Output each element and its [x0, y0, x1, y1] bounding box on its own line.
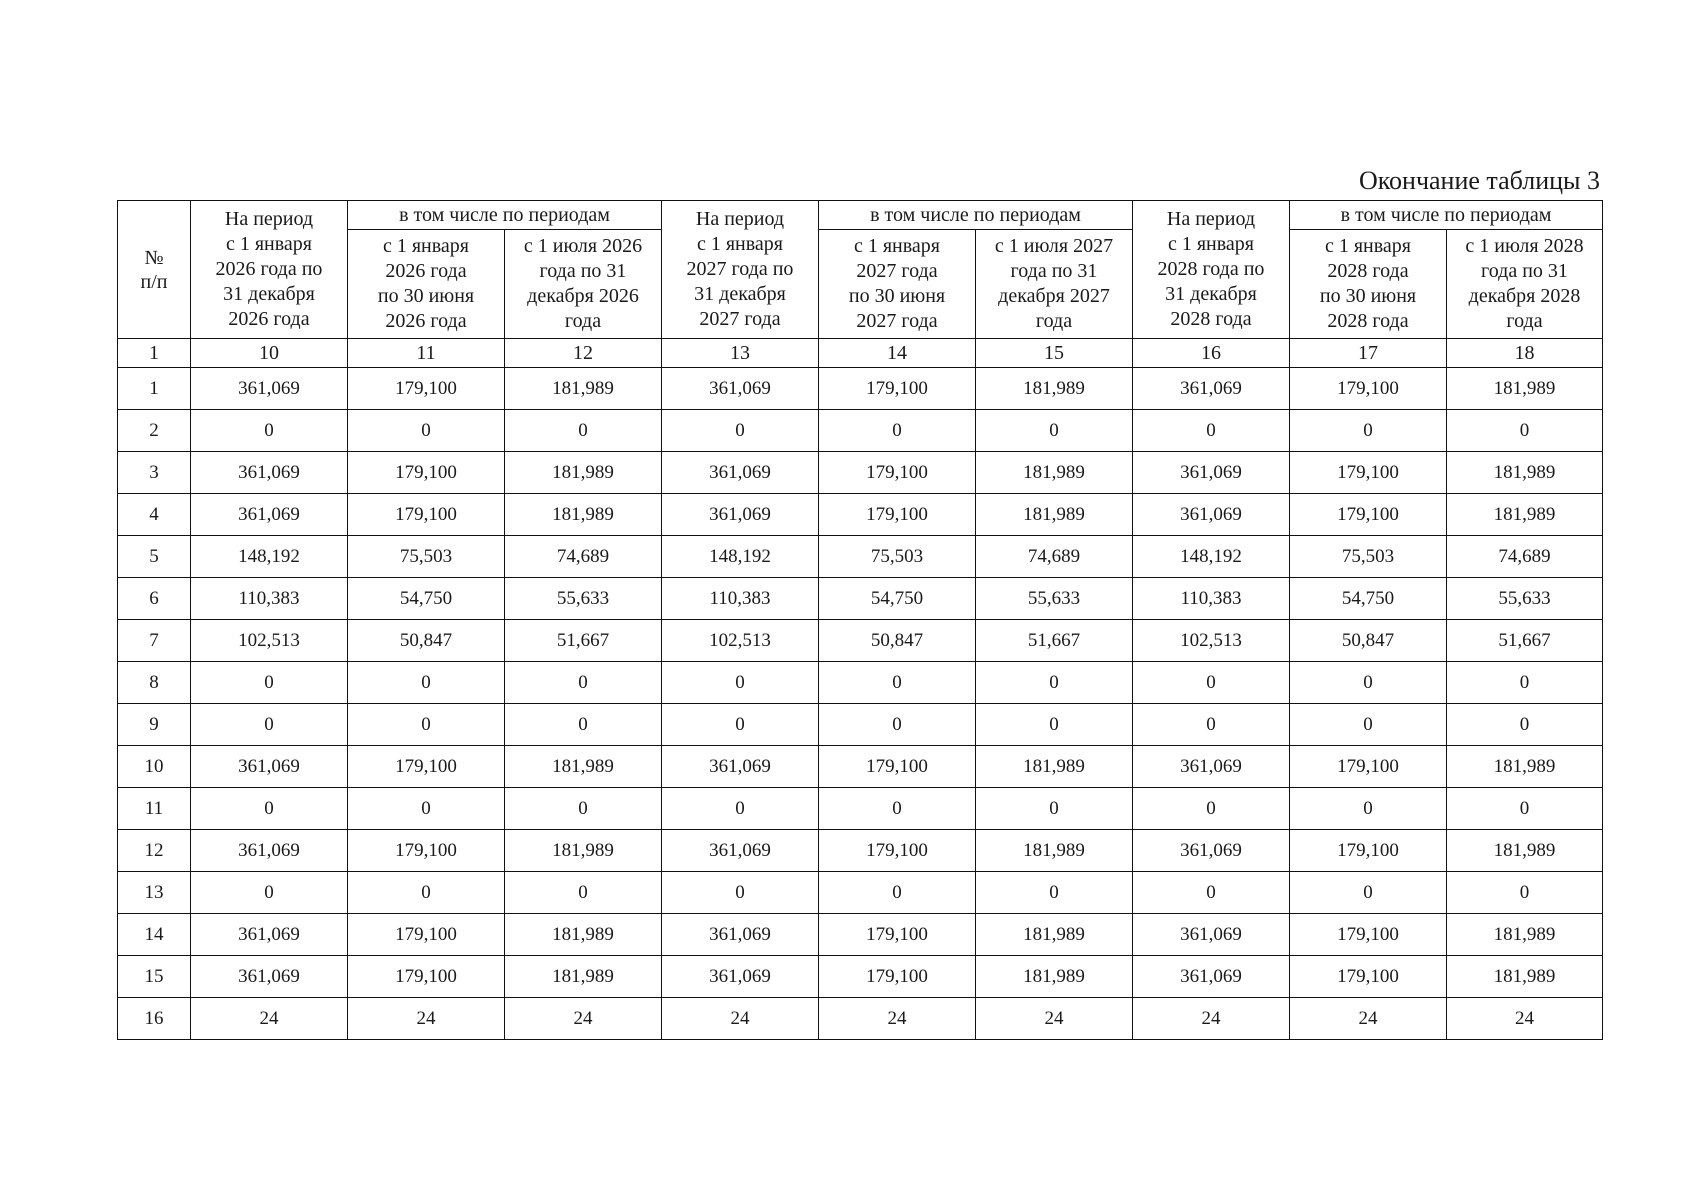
value-cell: 181,989	[505, 452, 662, 494]
value-cell: 361,069	[1133, 956, 1290, 998]
value-cell: 179,100	[348, 494, 505, 536]
value-cell: 361,069	[191, 452, 348, 494]
value-cell: 361,069	[662, 956, 819, 998]
table-row	[118, 914, 1603, 956]
value-cell: 0	[976, 704, 1133, 746]
header-row-number: № п/п	[118, 201, 191, 339]
value-cell: 181,989	[1447, 368, 1603, 410]
value-cell: 0	[662, 410, 819, 452]
value-cell: 179,100	[1290, 452, 1447, 494]
value-cell: 0	[1290, 410, 1447, 452]
value-cell: 0	[976, 788, 1133, 830]
table-row	[118, 788, 1603, 830]
value-cell: 24	[1447, 998, 1603, 1040]
value-cell: 361,069	[1133, 914, 1290, 956]
column-number-cell: 1	[118, 339, 191, 368]
value-cell: 0	[1447, 704, 1603, 746]
value-cell: 361,069	[191, 368, 348, 410]
value-cell: 179,100	[819, 956, 976, 998]
value-cell: 0	[1447, 788, 1603, 830]
column-number-cell: 16	[1133, 339, 1290, 368]
table-row	[118, 704, 1603, 746]
value-cell: 0	[348, 662, 505, 704]
value-cell: 24	[1290, 998, 1447, 1040]
value-cell: 148,192	[1133, 536, 1290, 578]
table-row	[118, 536, 1603, 578]
value-cell: 0	[1133, 872, 1290, 914]
value-cell: 361,069	[1133, 368, 1290, 410]
value-cell: 179,100	[819, 452, 976, 494]
value-cell: 0	[505, 788, 662, 830]
value-cell: 0	[662, 788, 819, 830]
value-cell: 361,069	[662, 494, 819, 536]
row-number-cell: 1	[118, 368, 191, 410]
row-number-cell: 15	[118, 956, 191, 998]
value-cell: 179,100	[348, 368, 505, 410]
value-cell: 24	[505, 998, 662, 1040]
table-row	[118, 872, 1603, 914]
value-cell: 0	[348, 872, 505, 914]
value-cell: 0	[348, 788, 505, 830]
value-cell: 0	[505, 410, 662, 452]
value-cell: 181,989	[1447, 746, 1603, 788]
row-number-cell: 7	[118, 620, 191, 662]
value-cell: 110,383	[191, 578, 348, 620]
header-2026-first-half: с 1 января 2026 года по 30 июня 2026 года	[348, 230, 505, 339]
table-row	[118, 494, 1603, 536]
value-cell: 361,069	[1133, 494, 1290, 536]
column-number-cell: 14	[819, 339, 976, 368]
table-row	[118, 956, 1603, 998]
row-number-cell: 14	[118, 914, 191, 956]
value-cell: 179,100	[348, 956, 505, 998]
table-caption: Окончание таблицы 3	[1358, 166, 1600, 195]
table-header	[118, 201, 1603, 368]
header-subperiods-2027: в том числе по периодам	[819, 201, 1133, 230]
value-cell: 0	[348, 410, 505, 452]
value-cell: 0	[1133, 662, 1290, 704]
column-number-cell: 12	[505, 339, 662, 368]
value-cell: 0	[505, 872, 662, 914]
value-cell: 0	[1133, 410, 1290, 452]
value-cell: 148,192	[191, 536, 348, 578]
value-cell: 102,513	[662, 620, 819, 662]
value-cell: 0	[1290, 704, 1447, 746]
value-cell: 179,100	[348, 830, 505, 872]
column-number-cell: 18	[1447, 339, 1603, 368]
value-cell: 74,689	[1447, 536, 1603, 578]
value-cell: 0	[191, 872, 348, 914]
value-cell: 181,989	[1447, 914, 1603, 956]
header-period-2028: На период с 1 января 2028 года по 31 декабря 2028 года	[1133, 201, 1290, 339]
value-cell: 361,069	[191, 494, 348, 536]
value-cell: 0	[819, 410, 976, 452]
value-cell: 24	[348, 998, 505, 1040]
row-number-cell: 12	[118, 830, 191, 872]
value-cell: 361,069	[191, 830, 348, 872]
value-cell: 361,069	[1133, 746, 1290, 788]
value-cell: 181,989	[976, 494, 1133, 536]
value-cell: 179,100	[348, 914, 505, 956]
value-cell: 54,750	[1290, 578, 1447, 620]
table-row	[118, 662, 1603, 704]
header-2028-first-half: с 1 января 2028 года по 30 июня 2028 года	[1290, 230, 1447, 339]
value-cell: 181,989	[505, 746, 662, 788]
value-cell: 179,100	[819, 830, 976, 872]
value-cell: 361,069	[191, 956, 348, 998]
value-cell: 0	[348, 704, 505, 746]
value-cell: 181,989	[505, 494, 662, 536]
column-numbers-row	[118, 339, 1603, 368]
value-cell: 179,100	[1290, 914, 1447, 956]
value-cell: 102,513	[191, 620, 348, 662]
row-number-cell: 4	[118, 494, 191, 536]
table-body	[118, 368, 1603, 1040]
value-cell: 0	[1290, 788, 1447, 830]
row-number-cell: 8	[118, 662, 191, 704]
header-period-2027: На период с 1 января 2027 года по 31 декабря 2027 года	[662, 201, 819, 339]
value-cell: 54,750	[348, 578, 505, 620]
value-cell: 24	[191, 998, 348, 1040]
value-cell: 179,100	[348, 746, 505, 788]
value-cell: 181,989	[505, 830, 662, 872]
value-cell: 181,989	[1447, 494, 1603, 536]
value-cell: 54,750	[819, 578, 976, 620]
value-cell: 181,989	[976, 452, 1133, 494]
value-cell: 110,383	[1133, 578, 1290, 620]
row-number-cell: 9	[118, 704, 191, 746]
value-cell: 75,503	[348, 536, 505, 578]
value-cell: 0	[662, 872, 819, 914]
value-cell: 181,989	[505, 914, 662, 956]
value-cell: 0	[976, 662, 1133, 704]
value-cell: 0	[819, 662, 976, 704]
value-cell: 0	[191, 662, 348, 704]
value-cell: 0	[191, 704, 348, 746]
value-cell: 0	[191, 788, 348, 830]
value-cell: 0	[819, 872, 976, 914]
value-cell: 179,100	[1290, 956, 1447, 998]
value-cell: 179,100	[819, 368, 976, 410]
value-cell: 179,100	[1290, 494, 1447, 536]
value-cell: 179,100	[819, 494, 976, 536]
value-cell: 179,100	[348, 452, 505, 494]
value-cell: 179,100	[1290, 746, 1447, 788]
value-cell: 75,503	[1290, 536, 1447, 578]
value-cell: 0	[976, 872, 1133, 914]
row-number-cell: 13	[118, 872, 191, 914]
table-row	[118, 410, 1603, 452]
value-cell: 361,069	[662, 368, 819, 410]
column-number-cell: 17	[1290, 339, 1447, 368]
value-cell: 0	[1447, 662, 1603, 704]
value-cell: 24	[976, 998, 1133, 1040]
row-number-cell: 16	[118, 998, 191, 1040]
value-cell: 0	[505, 704, 662, 746]
value-cell: 55,633	[1447, 578, 1603, 620]
value-cell: 361,069	[662, 830, 819, 872]
value-cell: 75,503	[819, 536, 976, 578]
value-cell: 55,633	[505, 578, 662, 620]
value-cell: 102,513	[1133, 620, 1290, 662]
value-cell: 181,989	[505, 956, 662, 998]
column-number-cell: 11	[348, 339, 505, 368]
value-cell: 181,989	[1447, 956, 1603, 998]
value-cell: 181,989	[1447, 830, 1603, 872]
value-cell: 181,989	[976, 956, 1133, 998]
value-cell: 361,069	[1133, 452, 1290, 494]
value-cell: 0	[819, 704, 976, 746]
value-cell: 0	[1290, 872, 1447, 914]
value-cell: 181,989	[976, 830, 1133, 872]
value-cell: 24	[662, 998, 819, 1040]
value-cell: 148,192	[662, 536, 819, 578]
value-cell: 50,847	[348, 620, 505, 662]
table-row	[118, 830, 1603, 872]
value-cell: 0	[191, 410, 348, 452]
value-cell: 51,667	[505, 620, 662, 662]
value-cell: 24	[819, 998, 976, 1040]
value-cell: 181,989	[1447, 452, 1603, 494]
column-number-cell: 10	[191, 339, 348, 368]
table-row	[118, 998, 1603, 1040]
value-cell: 0	[1447, 872, 1603, 914]
value-cell: 361,069	[662, 914, 819, 956]
value-cell: 55,633	[976, 578, 1133, 620]
header-2027-first-half: с 1 января 2027 года по 30 июня 2027 года	[819, 230, 976, 339]
value-cell: 0	[1290, 662, 1447, 704]
value-cell: 0	[505, 662, 662, 704]
value-cell: 110,383	[662, 578, 819, 620]
value-cell: 181,989	[976, 746, 1133, 788]
value-cell: 181,989	[976, 914, 1133, 956]
row-number-cell: 11	[118, 788, 191, 830]
table-row	[118, 746, 1603, 788]
header-2028-second-half: с 1 июля 2028 года по 31 декабря 2028 года	[1447, 230, 1603, 339]
table-row	[118, 578, 1603, 620]
value-cell: 0	[662, 704, 819, 746]
header-2026-second-half: с 1 июля 2026 года по 31 декабря 2026 года	[505, 230, 662, 339]
value-cell: 74,689	[976, 536, 1133, 578]
value-cell: 24	[1133, 998, 1290, 1040]
value-cell: 181,989	[976, 368, 1133, 410]
row-number-cell: 3	[118, 452, 191, 494]
value-cell: 179,100	[1290, 368, 1447, 410]
value-cell: 179,100	[819, 746, 976, 788]
table-row	[118, 368, 1603, 410]
value-cell: 50,847	[819, 620, 976, 662]
header-2027-second-half: с 1 июля 2027 года по 31 декабря 2027 года	[976, 230, 1133, 339]
value-cell: 361,069	[191, 746, 348, 788]
value-cell: 361,069	[191, 914, 348, 956]
row-number-cell: 5	[118, 536, 191, 578]
value-cell: 0	[819, 788, 976, 830]
value-cell: 51,667	[976, 620, 1133, 662]
row-number-cell: 10	[118, 746, 191, 788]
row-number-cell: 2	[118, 410, 191, 452]
header-subperiods-2028: в том числе по периодам	[1290, 201, 1603, 230]
value-cell: 0	[1447, 410, 1603, 452]
table-row	[118, 452, 1603, 494]
value-cell: 74,689	[505, 536, 662, 578]
value-cell: 179,100	[1290, 830, 1447, 872]
value-cell: 361,069	[662, 452, 819, 494]
value-cell: 0	[976, 410, 1133, 452]
table-row	[118, 620, 1603, 662]
value-cell: 0	[662, 662, 819, 704]
value-cell: 181,989	[505, 368, 662, 410]
value-cell: 50,847	[1290, 620, 1447, 662]
header-subperiods-2026: в том числе по периодам	[348, 201, 662, 230]
column-number-cell: 13	[662, 339, 819, 368]
value-cell: 0	[1133, 788, 1290, 830]
value-cell: 51,667	[1447, 620, 1603, 662]
header-period-2026: На период с 1 января 2026 года по 31 декабря 2026 года	[191, 201, 348, 339]
value-cell: 0	[1133, 704, 1290, 746]
value-cell: 179,100	[819, 914, 976, 956]
row-number-cell: 6	[118, 578, 191, 620]
value-cell: 361,069	[662, 746, 819, 788]
data-table	[117, 200, 1603, 1040]
value-cell: 361,069	[1133, 830, 1290, 872]
column-number-cell: 15	[976, 339, 1133, 368]
